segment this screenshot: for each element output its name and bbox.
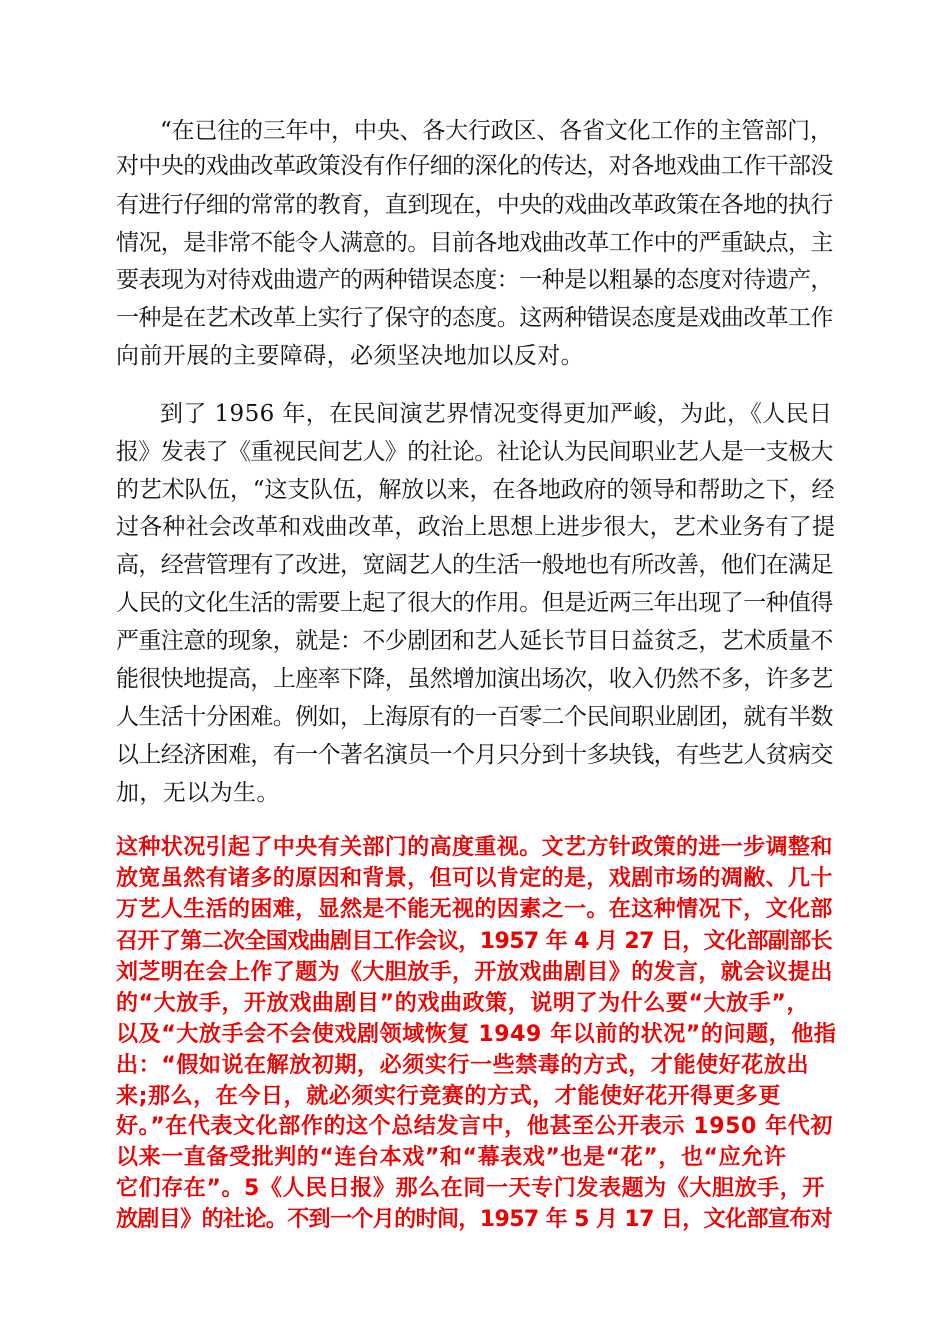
- text-line: 一种是在艺术改革上实行了保守的态度。这两种错误态度是戏曲改革工作: [116, 305, 833, 331]
- highlight-line: 召开了第二次全国戏曲剧目工作会议，1957 年 4 月 27 日，文化部副部长: [116, 929, 833, 954]
- highlight-line: 以来一直备受批判的“连台本戏”和“幕表戏”也是“花”，也“应允许: [116, 1145, 787, 1170]
- text-line: 过各种社会改革和戏曲改革，政治上思想上进步很大，艺术业务有了提: [116, 514, 836, 540]
- text-line: 的艺术队伍，“这支队伍，解放以来，在各地政府的领导和帮助之下，经: [116, 477, 835, 503]
- text-line: “在已往的三年中，中央、各大行政区、各省文化工作的主管部门，: [160, 118, 833, 144]
- text-line: 能很快地提高，上座率下降，虽然增加演出场次，收入仍然不多，许多艺: [116, 666, 833, 692]
- highlight-line: 放剧目》的社论。不到一个月的时间，1957 年 5 月 17 日，文化部宣布对: [116, 1207, 833, 1232]
- text-line: 报》发表了《重视民间艺人》的社论。社论认为民间职业艺人是一支极大: [116, 439, 833, 465]
- text-line: 对中央的戏曲改革政策没有作仔细的深化的传达，对各地戏曲工作干部没: [116, 153, 833, 179]
- text-line: 情况，是非常不能令人满意的。目前各地戏曲改革工作中的严重缺点，主: [116, 230, 833, 256]
- highlight-line: 放宽虽然有诸多的原因和背景，但可以肯定的是，戏剧市场的凋敝、几十: [116, 866, 833, 891]
- text-line: 加，无以为生。: [116, 780, 280, 806]
- text-line: 人生活十分困难。例如，上海原有的一百零二个民间职业剧团，就有半数: [116, 704, 833, 730]
- highlight-line: 它们存在”。5《人民日报》那么在同一天专门发表题为《大胆放手，开: [116, 1176, 825, 1201]
- text-line: 要表现为对待戏曲遗产的两种错误态度：一种是以粗暴的态度对待遗产，: [116, 267, 833, 293]
- text-line: 向前开展的主要障碍，必须坚决地加以反对。: [116, 343, 584, 369]
- text-line: 到了 1956 年，在民间演艺界情况变得更加严峻，为此，《人民日: [160, 401, 833, 427]
- text-line: 人民的文化生活的需要上起了很大的作用。但是近两三年出现了一种值得: [116, 590, 833, 616]
- highlight-line: 以及“大放手会不会使戏剧领域恢复 1949 年以前的状况”的问题，他指: [116, 1022, 837, 1047]
- text-line: 高，经营管理有了改进，宽阔艺人的生活一般地也有所改善，他们在满足: [116, 552, 833, 578]
- text-line: 有进行仔细的常常的教育，直到现在，中央的戏曲改革政策在各地的执行: [116, 192, 833, 218]
- text-line: 严重注意的现象，就是：不少剧团和艺人延长节目日益贫乏，艺术质量不: [116, 628, 833, 654]
- highlight-line: 好。”在代表文化部作的这个总结发言中，他甚至公开表示 1950 年代初: [116, 1114, 834, 1139]
- text-line: 以上经济困难，有一个著名演员一个月只分到十多块钱，有些艺人贫病交: [116, 742, 833, 768]
- highlight-line: 万艺人生活的困难，显然是不能无视的因素之一。在这种情况下，文化部: [116, 897, 833, 922]
- highlight-line: 这种状况引起了中央有关部门的高度重视。文艺方针政策的进一步调整和: [116, 835, 833, 860]
- highlight-line: 出：“假如说在解放初期，必须实行一些禁毒的方式，才能使好花放出: [116, 1053, 810, 1078]
- highlight-line: 刘芝明在会上作了题为《大胆放手，开放戏曲剧目》的发言，就会议提出: [116, 960, 833, 985]
- highlight-line: 的“大放手，开放戏曲剧目”的戏曲政策，说明了为什么要“大放手”，: [116, 991, 810, 1016]
- highlight-line: 来;那么，在今日，就必须实行竞赛的方式，才能使好花开得更多更: [116, 1084, 781, 1109]
